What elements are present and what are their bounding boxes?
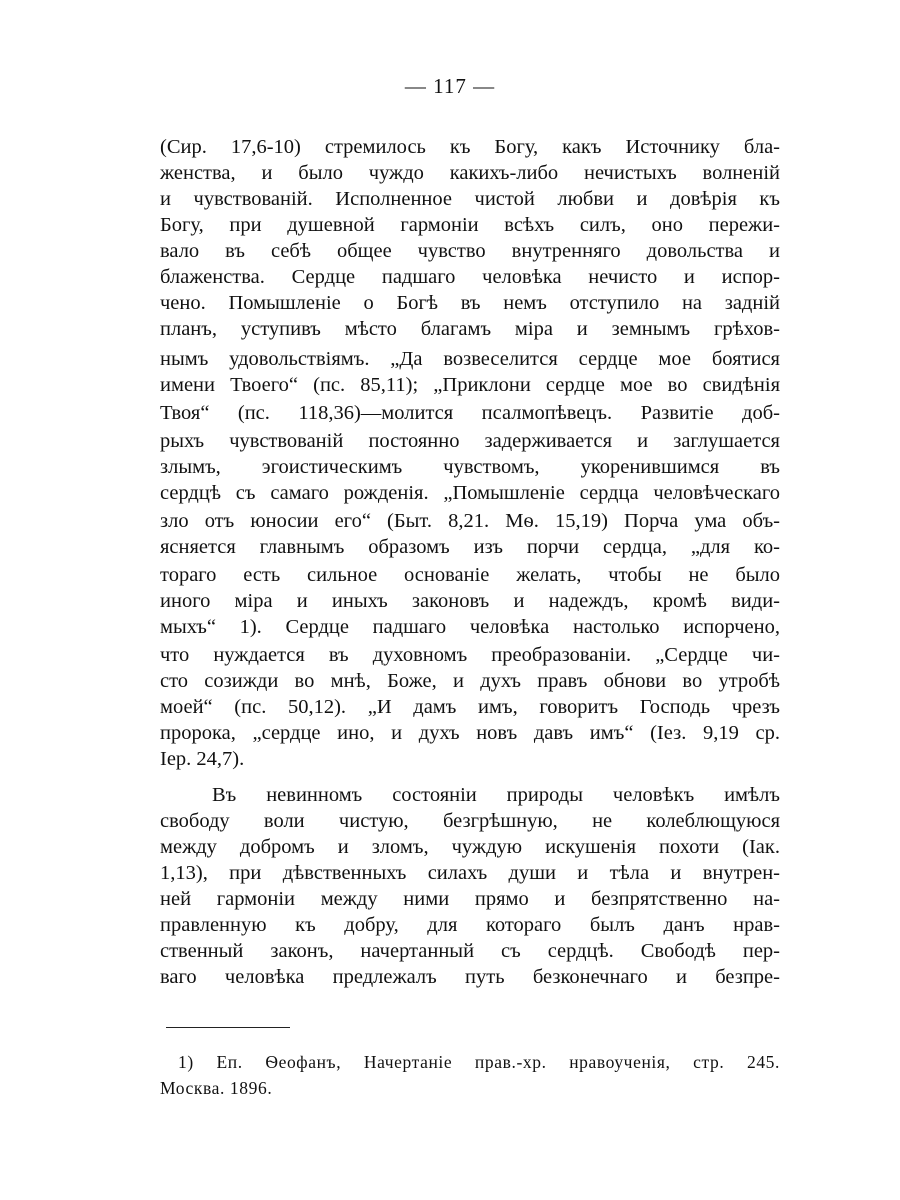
page-number: — 117 —: [404, 74, 496, 98]
text-line: ственный законъ, начертанный съ сердцѣ. Свободѣ пер-: [160, 940, 780, 962]
footnote-divider: [166, 1027, 290, 1028]
text-line: планъ, уступивъ мѣсто благамъ міра и земнымъ грѣхов-: [160, 318, 780, 340]
text-line: ваго человѣка предлежалъ путь безконечнаго и безпре-: [160, 966, 780, 988]
footnote-line: 1) Еп. Ѳеофанъ, Начертаніе прав.-хр. нравоученія, стр. 245.: [178, 1052, 780, 1072]
text-line: Богу, при душевной гармоніи всѣхъ силъ, оно пережи-: [160, 214, 780, 236]
footnote-line: Москва. 1896.: [160, 1078, 273, 1098]
text-line: женства, и было чуждо какихъ-либо нечистыхъ волненій: [160, 162, 780, 184]
text-line: что нуждается въ духовномъ преобразованіи. „Сердце чи-: [160, 644, 780, 666]
text-line: моей“ (пс. 50,12). „И дамъ имъ, говоритъ Господь чрезъ: [160, 696, 780, 718]
text-line: нымъ удовольствіямъ. „Да возвеселится сердце мое боятися: [160, 348, 780, 370]
text-line: блаженства. Сердце падшаго человѣка нечисто и испор-: [160, 266, 780, 288]
text-line: между добромъ и зломъ, чуждую искушенія похоти (Iак.: [160, 836, 780, 858]
text-line: ясняется главнымъ образомъ изъ порчи сердца, „для ко-: [160, 536, 780, 558]
text-line: сто созижди во мнѣ, Боже, и духъ правъ обнови во утробѣ: [160, 670, 780, 692]
text-line: тораго есть сильное основаніе желать, чтобы не было: [160, 564, 780, 586]
text-line: Твоя“ (пс. 118,36)—молится псалмопѣвецъ. Развитіе доб-: [160, 402, 780, 424]
text-line: и чувствованій. Исполненное чистой любви и довѣрія къ: [160, 188, 780, 210]
text-line: иного міра и иныхъ законовъ и надеждъ, кромѣ види-: [160, 590, 780, 612]
text-line: имени Твоего“ (пс. 85,11); „Приклони сердце мое во свидѣнія: [160, 374, 780, 396]
text-line: правленную къ добру, для котораго былъ данъ нрав-: [160, 914, 780, 936]
text-line: вало въ себѣ общее чувство внутренняго довольства и: [160, 240, 780, 262]
text-line: злымъ, эгоистическимъ чувствомъ, укоренившимся въ: [160, 456, 780, 478]
text-line: Въ невинномъ состояніи природы человѣкъ имѣлъ: [212, 784, 780, 806]
text-line: ней гармоніи между ними прямо и безпрятственно на-: [160, 888, 780, 910]
text-line: пророка, „сердце ино, и духъ новъ давъ имъ“ (Iез. 9,19 ср.: [160, 722, 780, 744]
text-line: (Сир. 17,6-10) стремилось къ Богу, какъ Источнику бла-: [160, 136, 780, 158]
text-line: мыхъ“ 1). Сердце падшаго человѣка настолько испорчено,: [160, 616, 780, 638]
text-line: чено. Помышленіе о Богѣ въ немъ отступило на задній: [160, 292, 780, 314]
text-line: 1,13), при дѣвственныхъ силахъ души и тѣла и внутрен-: [160, 862, 780, 884]
text-line: зло отъ юносии его“ (Быт. 8,21. Мѳ. 15,19) Порча ума объ-: [160, 510, 780, 532]
text-line: Iер. 24,7).: [160, 748, 245, 770]
text-line: рыхъ чувствованій постоянно задерживается и заглушается: [160, 430, 780, 452]
text-line: свободу воли чистую, безгрѣшную, не колеблющуюся: [160, 810, 780, 832]
text-line: сердцѣ съ самаго рожденія. „Помышленіе сердца человѣческаго: [160, 482, 780, 504]
